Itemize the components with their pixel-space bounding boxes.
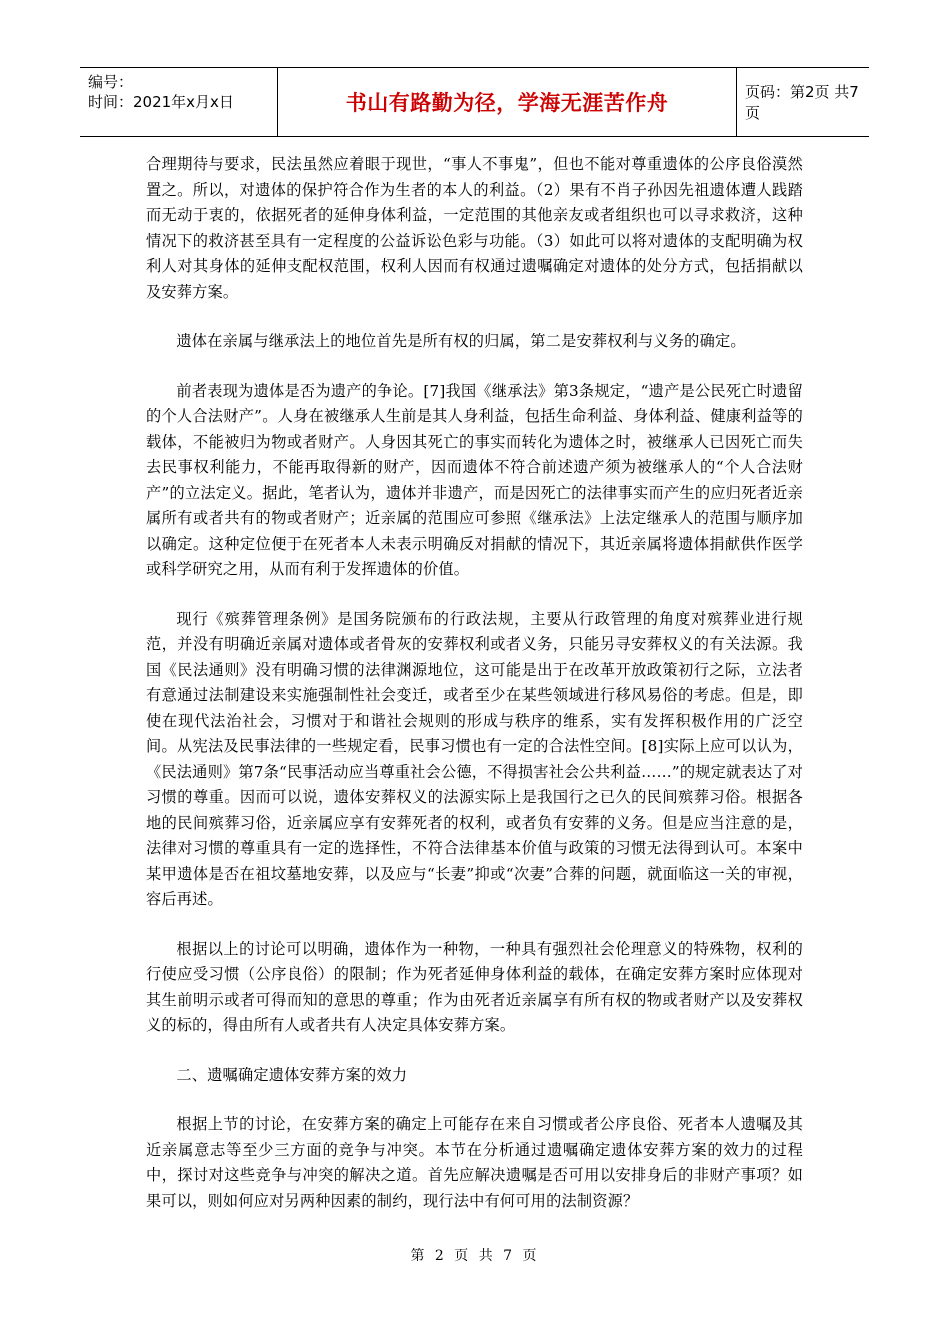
header-page-info-cell (737, 68, 869, 136)
page-header (80, 67, 869, 137)
section-heading: 二、遗嘱确定遗体安葬方案的效力 (176, 1065, 408, 1084)
document-body (146, 152, 803, 1238)
document-time-label: 时间：2021年x月x日 (88, 93, 234, 111)
header-motto-cell (277, 68, 737, 136)
document-number-label: 编号： (88, 73, 134, 91)
header-motto: 书山有路勤为径，学海无涯苦作舟 (345, 91, 669, 115)
paragraph: 根据上节的讨论，在安葬方案的确定上可能存在来自习惯或者公序良俗、死者本人遗嘱及其近亲属意志等至少三方面的竞争与冲突。本节在分析通过遗嘱确定遗体安葬方案的效力的过程中，探讨对这些竞争与冲突的解决之道。首先应解决遗嘱是否可用以安排身后的非财产事项？如果可以，则如何应对另两种因素的制约，现行法中有何可用的法制资源？ (146, 1115, 803, 1210)
page-footer: 第 2 页 共 7 页 (410, 1248, 540, 1264)
header-meta (80, 68, 277, 136)
paragraph: 现行《殡葬管理条例》是国务院颁布的行政法规，主要从行政管理的角度对殡葬业进行规范，并没有明确近亲属对遗体或者骨灰的安葬权利或者义务，只能另寻安葬权义的有关法源。我国《民法通则》没有明确习惯的法律渊源地位，这可能是出于在改革开放政策初行之际，立法者有意通过法制建设来实施强制性社会变迁，或者至少在某些领域进行移风易俗的考虑。但是，即使在现代法治社会，习惯对于和谐社会规则的形成与秩序的维系，实有发挥积极作用的广泛空间。从宪法及民事法律的一些规定看，民事习惯也有一定的合法性空间。[8]实际上应可以认为，《民法通则》第7条“民事活动应当尊重社会公德，不得损害社会公共利益……”的规定就表达了对习惯的尊重。因而可以说，遗体安葬权义的法源实际上是我国行之已久的民间殡葬习俗。根据各地的民间殡葬习俗，近亲属应享有安葬死者的权利，或者负有安葬的义务。但是应当注意的是，法律对习惯的尊重具有一定的选择性，不符合法律基本价值与政策的习惯无法得到认可。本案中某甲遗体是否在祖坟墓地安葬，以及应与“长妻”抑或“次妻”合葬的问题，就面临这一关的审视，容后再述。 (146, 609, 803, 908)
paragraph: 前者表现为遗体是否为遗产的争论。[7]我国《继承法》第3条规定，“遗产是公民死亡时遗留的个人合法财产”。人身在被继承人生前是其人身利益，包括生命利益、身体利益、健康利益等的载体，不能被归为物或者财产。人身因其死亡的事实而转化为遗体之时，被继承人已因死亡而失去民事权利能力，不能再取得新的财产，因而遗体不符合前述遗产须为被继承人的“个人合法财产”的立法定义。据此，笔者认为，遗体并非遗产，而是因死亡的法律事实而产生的应归死者近亲属所有或者共有的物或者财产；近亲属的范围应可参照《继承法》上法定继承人的范围与顺序加以确定。这种定位便于在死者本人未表示明确反对捐献的情况下，其近亲属将遗体捐献供作医学或科学研究之用，从而有利于发挥遗体的价值。 (146, 381, 803, 578)
paragraph-continuation: 合理期待与要求，民法虽然应着眼于现世，“事人不事鬼”，但也不能对尊重遗体的公序良俗漠然置之。所以，对遗体的保护符合作为生者的本人的利益。（2）果有不肖子孙因先祖遗体遭人践踏而无动于衷的，依据死者的延伸身体利益，一定范围的其他亲友或者组织也可以寻求救济，这种情况下的救济甚至具有一定程度的公益诉讼色彩与功能。（3）如此可以将对遗体的支配明确为权利人对其身体的延伸支配权范围，权利人因而有权通过遗嘱确定对遗体的处分方式，包括捐献以及安葬方案。 (146, 155, 803, 301)
header-page-info: 页码：第2页 共7页 (745, 83, 859, 122)
paragraph: 根据以上的讨论可以明确，遗体作为一种物，一种具有强烈社会伦理意义的特殊物，权利的行使应受习惯（公序良俗）的限制；作为死者延伸身体利益的载体，在确定安葬方案时应体现对其生前明示或者可得而知的意思的尊重；作为由死者近亲属享有所有权的物或者财产以及安葬权义的标的，得由所有人或者共有人决定具体安葬方案。 (146, 939, 803, 1034)
paragraph: 遗体在亲属与继承法上的地位首先是所有权的归属，第二是安葬权利与义务的确定。 (176, 332, 746, 350)
